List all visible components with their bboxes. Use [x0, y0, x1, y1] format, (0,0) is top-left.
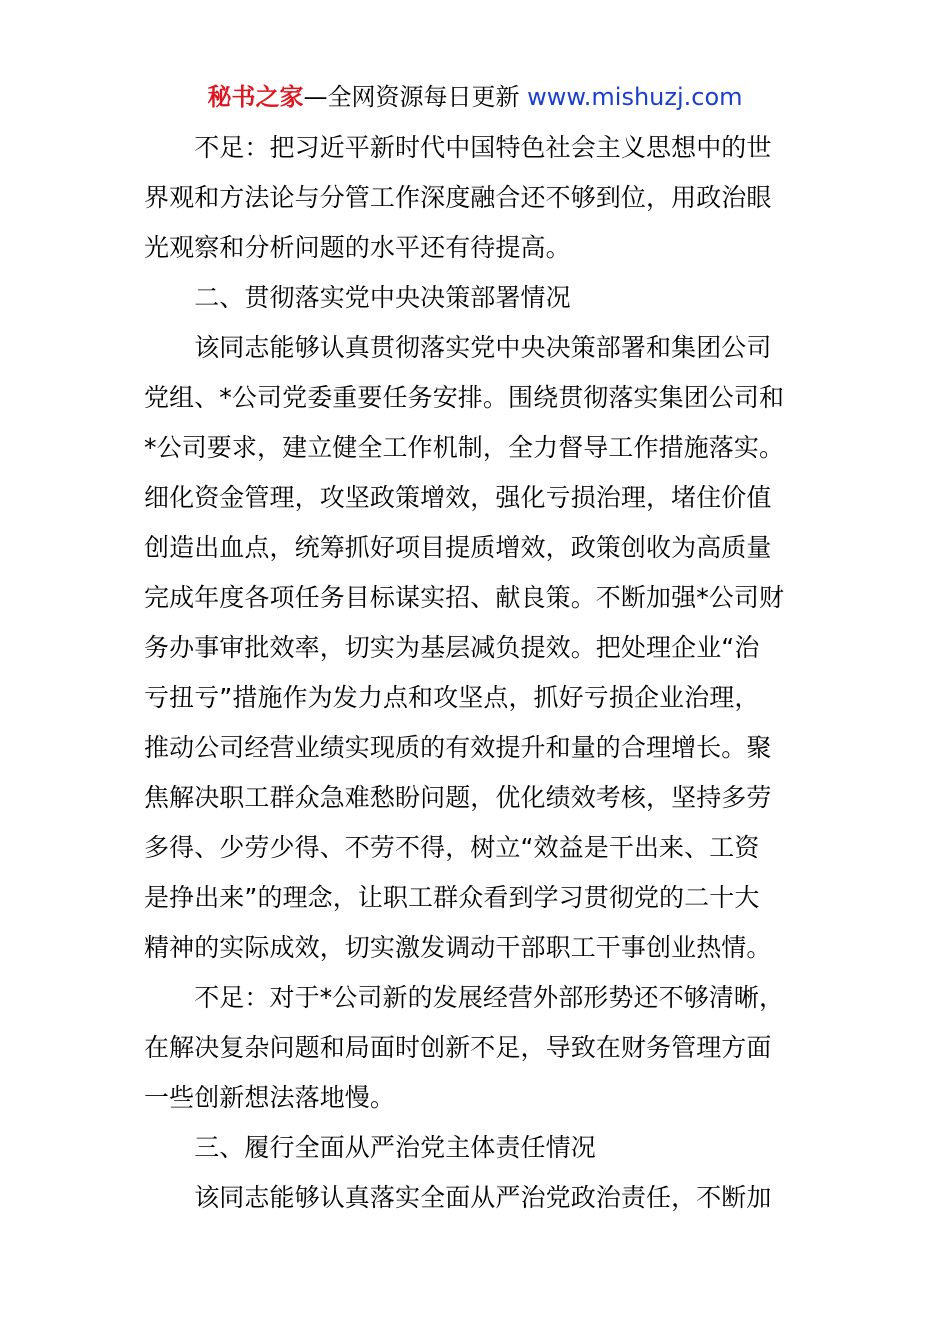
text-line: 该同志能够认真落实全面从严治党政治责任，不断加 [144, 1183, 772, 1212]
text-line: 焦解决职工群众急难愁盼问题，优化绩效考核，坚持多劳 [144, 783, 772, 812]
text-line: 不足：对于*公司新的发展经营外部形势还不够清晰， [144, 983, 785, 1012]
site-url-link[interactable]: www.mishuzj.com [527, 83, 743, 111]
text-line: 多得、少劳少得、不劳不得，树立“效益是干出来、工资 [144, 833, 760, 862]
text-line: 是挣出来”的理念，让职工群众看到学习贯彻党的二十大 [144, 883, 760, 912]
section-heading: 三、履行全面从严治党主体责任情况 [144, 1133, 596, 1162]
text-line: 党组、*公司党委重要任务安排。围绕贯彻落实集团公司和 [144, 383, 785, 412]
text-line: 不足：把习近平新时代中国特色社会主义思想中的世 [144, 133, 772, 162]
text-line: 细化资金管理，攻坚政策增效，强化亏损治理，堵住价值 [144, 483, 772, 512]
site-brand: 秘书之家 [207, 83, 304, 111]
text-line: 亏扭亏”措施作为发力点和攻坚点，抓好亏损企业治理， [144, 683, 760, 712]
text-line: 务办事审批效率，切实为基层减负提效。把处理企业“治 [144, 633, 760, 662]
text-line: 推动公司经营业绩实现质的有效提升和量的合理增长。聚 [144, 733, 772, 762]
section-heading: 二、贯彻落实党中央决策部署情况 [144, 283, 571, 312]
text-line: 完成年度各项任务目标谋实招、献良策。不断加强*公司财 [144, 583, 785, 612]
text-line: 一些创新想法落地慢。 [144, 1083, 396, 1112]
text-line: 在解决复杂问题和局面时创新不足，导致在财务管理方面 [144, 1033, 772, 1062]
text-line: 光观察和分析问题的水平还有待提高。 [144, 233, 571, 262]
site-header [0, 80, 950, 114]
text-line: 精神的实际成效，切实激发调动干部职工干事创业热情。 [144, 933, 772, 962]
text-line: *公司要求，建立健全工作机制，全力督导工作措施落实。 [144, 433, 785, 462]
site-slogan: —全网资源每日更新 [303, 83, 528, 111]
text-line: 界观和方法论与分管工作深度融合还不够到位，用政治眼 [144, 183, 772, 212]
text-line: 该同志能够认真贯彻落实党中央决策部署和集团公司 [144, 333, 772, 362]
text-line: 创造出血点，统筹抓好项目提质增效，政策创收为高质量 [144, 533, 772, 562]
